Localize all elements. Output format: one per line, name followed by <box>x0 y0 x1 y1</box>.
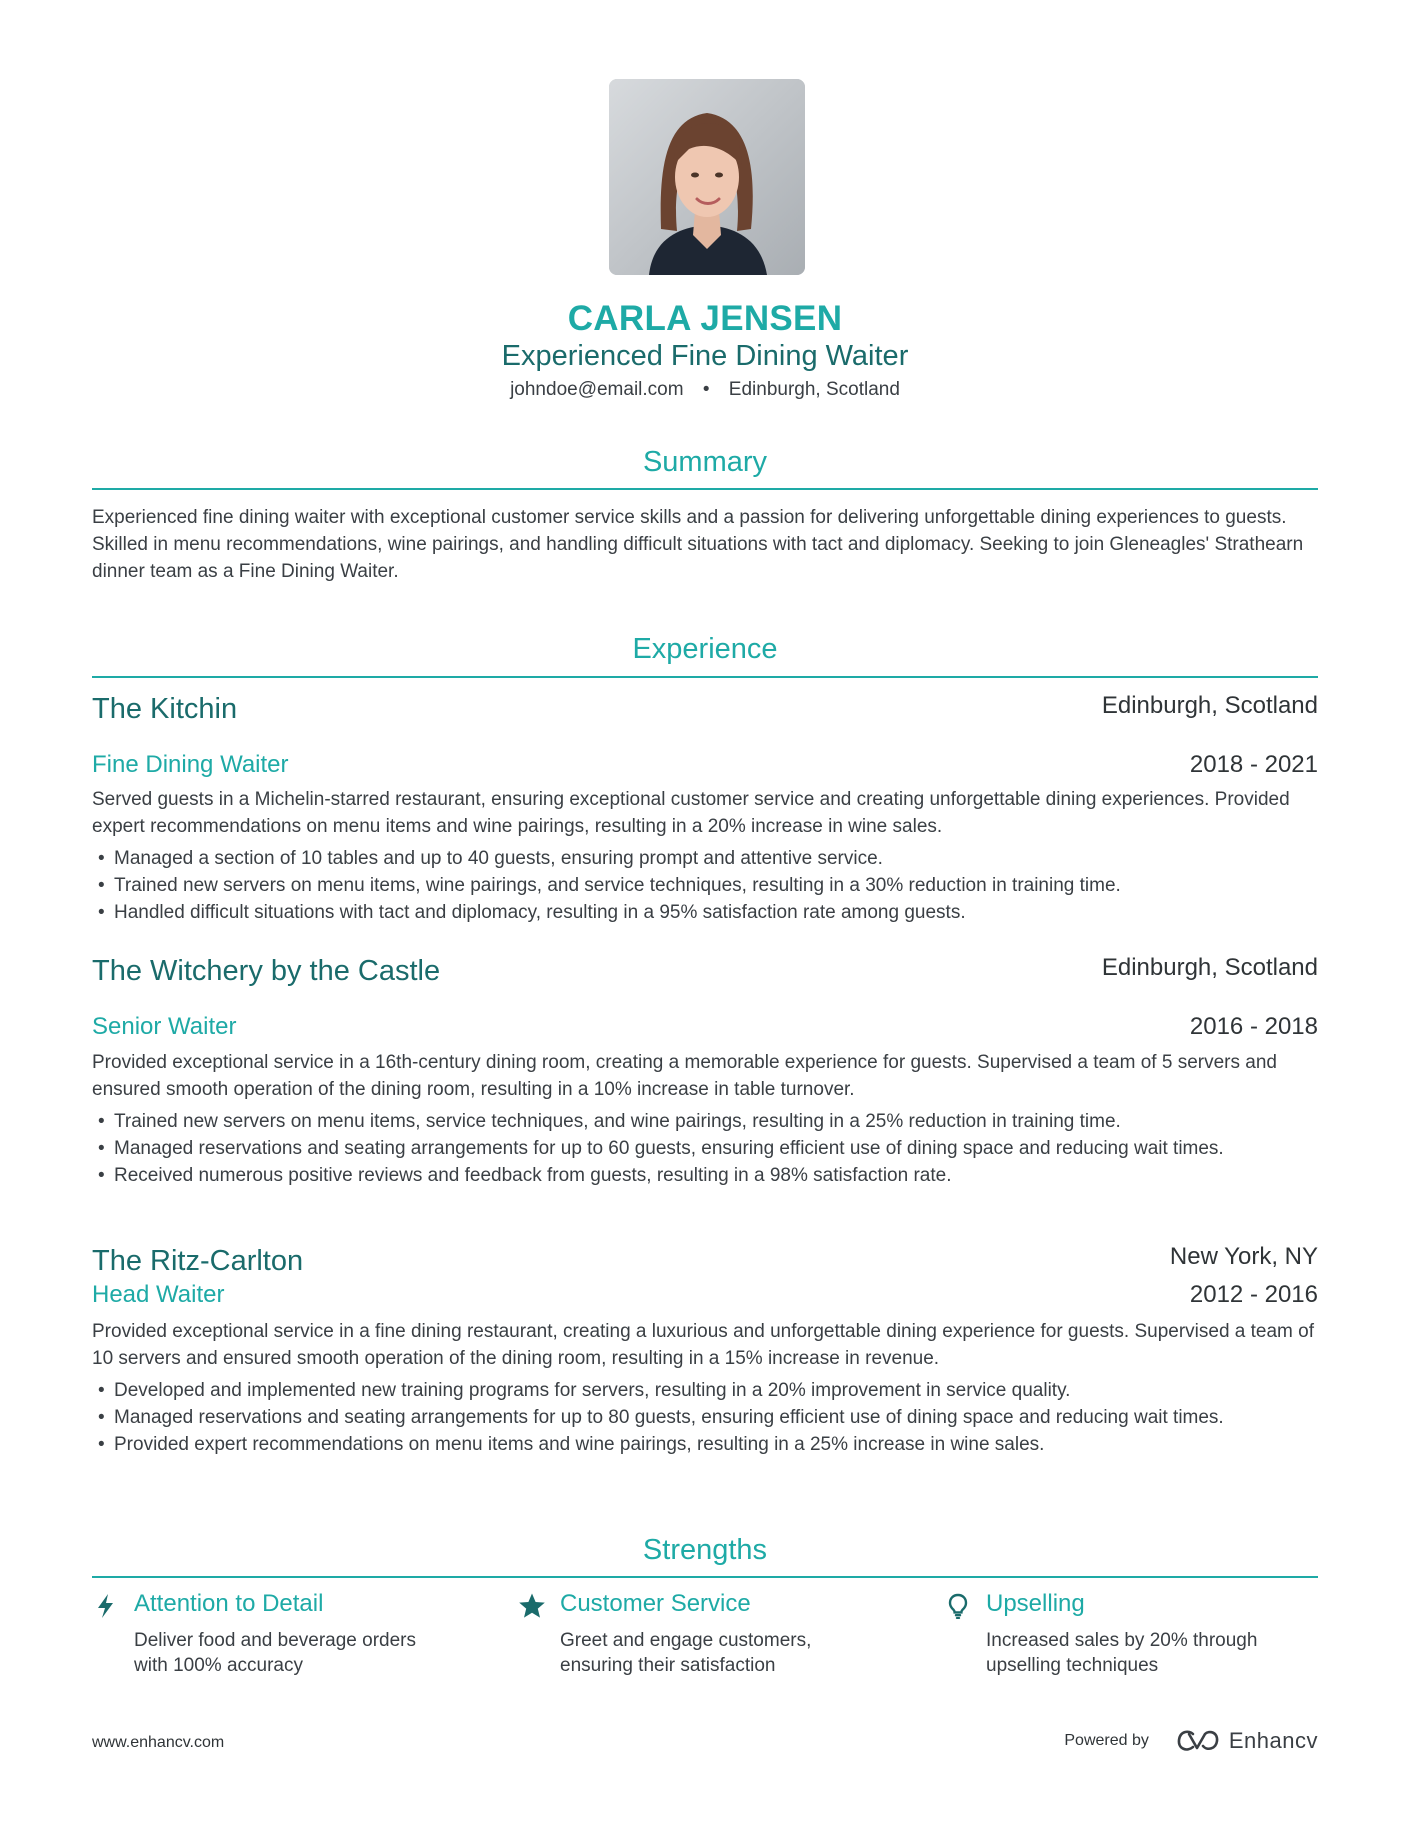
portrait-image <box>609 79 805 275</box>
enhancv-logo-icon <box>1175 1728 1221 1754</box>
job-role: Senior Waiter <box>92 1013 237 1040</box>
email-text[interactable]: johndoe@email.com <box>510 379 684 400</box>
list-item: • Managed a section of 10 tables and up to 40 guests, ensuring prompt and attentive service. <box>92 845 1318 872</box>
job-role: Head Waiter <box>92 1281 225 1308</box>
strengths-divider <box>92 1576 1318 1578</box>
candidate-name: CARLA JENSEN <box>567 299 843 338</box>
job-description: Served guests in a Michelin-starred restaurant, ensuring exceptional customer service and creating unforgettable dining experiences. Provided expert recommendations on menu items and wine pairings, resulting in a 20% increase in wine sales. <box>92 789 1290 837</box>
job-role: Fine Dining Waiter <box>92 751 289 778</box>
list-item: • Trained new servers on menu items, service techniques, and wine pairings, resulting in a 25% reduction in training time. <box>92 1108 1318 1135</box>
list-item: • Handled difficult situations with tact and diplomacy, resulting in a 95% satisfaction rate among guests. <box>92 899 1318 926</box>
job-location: New York, NY <box>1169 1243 1318 1270</box>
job-description: Provided exceptional service in a 16th-century dining room, creating a memorable experience for guests. Supervised a team of 5 servers and ensured smooth operation of the dining room, resulting in a 10% increase in table turnover. <box>92 1052 1277 1100</box>
job-bullets <box>92 845 1318 926</box>
list-item: • Provided expert recommendations on menu items and wine pairings, resulting in a 25% increase in wine sales. <box>92 1431 1318 1458</box>
website-link[interactable]: www.enhancv.com <box>92 1734 225 1751</box>
strength-description: Increased sales by 20% through upselling techniques <box>986 1630 1258 1676</box>
location-text: Edinburgh, Scotland <box>728 379 900 400</box>
lightning-icon <box>92 1592 120 1620</box>
strength-title: Customer Service <box>560 1590 751 1617</box>
job-bullets <box>92 1377 1318 1458</box>
powered-by <box>1064 1726 1318 1756</box>
strength-description: Greet and engage customers, ensuring their satisfaction <box>560 1630 812 1676</box>
company-name: The Witchery by the Castle <box>92 955 441 987</box>
list-item: • Developed and implemented new training programs for servers, resulting in a 20% improvement in service quality. <box>92 1377 1318 1404</box>
profile-photo <box>609 79 805 275</box>
summary-text: Experienced fine dining waiter with exceptional customer service skills and a passion for delivering unforgettable dining experiences to guests. Skilled in menu recommendations, wine pairings, and handling difficult situations with tact and diplomacy. Seeking to join Gleneagles' Strathearn dinner team as a Fine Dining Waiter. <box>92 507 1304 582</box>
strength-title: Attention to Detail <box>134 1590 324 1617</box>
strengths-section-title: Strengths <box>642 1534 768 1566</box>
strength-description: Deliver food and beverage orders with 100% accuracy <box>134 1630 417 1676</box>
job-dates: 2012 - 2016 <box>1189 1281 1318 1308</box>
job-location: Edinburgh, Scotland <box>1101 954 1318 981</box>
job-bullets <box>92 1108 1318 1189</box>
candidate-headline: Experienced Fine Dining Waiter <box>501 340 909 372</box>
summary-section-title: Summary <box>642 446 768 478</box>
experience-section-title: Experience <box>632 633 778 665</box>
experience-divider <box>92 676 1318 678</box>
contact-separator: • <box>702 379 710 400</box>
list-item: • Trained new servers on menu items, wine pairings, and service techniques, resulting in a 30% reduction in training time. <box>92 872 1318 899</box>
brand-name: Enhancv <box>1228 1728 1318 1753</box>
job-dates: 2018 - 2021 <box>1189 751 1318 778</box>
company-name: The Ritz-Carlton <box>92 1245 304 1277</box>
strength-title: Upselling <box>986 1590 1085 1617</box>
list-item: • Managed reservations and seating arrangements for up to 60 guests, ensuring efficient use of dining space and reducing wait times. <box>92 1135 1318 1162</box>
job-location: Edinburgh, Scotland <box>1101 692 1318 719</box>
job-description: Provided exceptional service in a fine dining restaurant, creating a luxurious and unforgettable dining experience for guests. Supervised a team of 10 servers and ensured smooth operation of the dining room, resulting in a 15% increase in revenue. <box>92 1321 1315 1369</box>
list-item: • Managed reservations and seating arrangements for up to 80 guests, ensuring efficient use of dining space and reducing wait times. <box>92 1404 1318 1431</box>
job-dates: 2016 - 2018 <box>1189 1013 1318 1040</box>
powered-by-text: Powered by <box>1064 1732 1149 1749</box>
company-name: The Kitchin <box>92 693 238 725</box>
list-item: • Received numerous positive reviews and feedback from guests, resulting in a 98% satisfaction rate. <box>92 1162 1318 1189</box>
summary-divider <box>92 488 1318 490</box>
lightbulb-icon <box>944 1592 972 1620</box>
star-icon <box>518 1592 546 1620</box>
resume-page <box>92 0 1318 1826</box>
contact-line <box>92 379 1318 401</box>
